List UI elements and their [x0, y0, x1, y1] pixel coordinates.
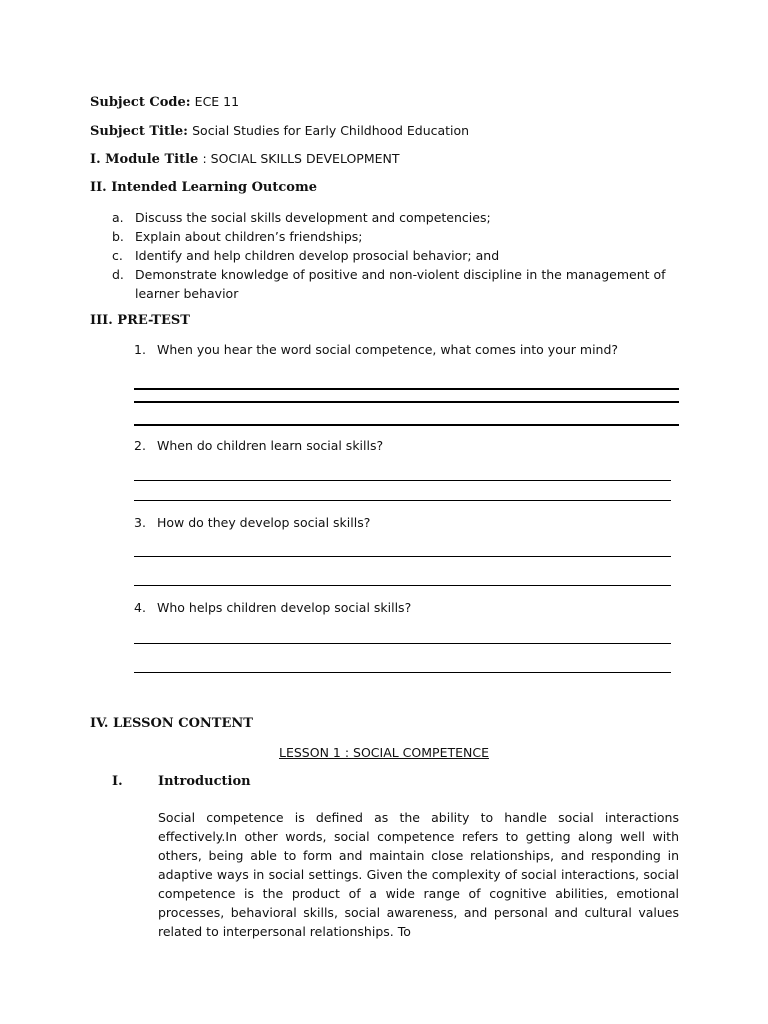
lesson-content-heading: IV. LESSON CONTENT: [90, 716, 253, 731]
pretest-heading: III. PRE-TEST: [90, 313, 190, 328]
question-text: How do they develop social skills?: [157, 515, 371, 530]
answer-line: [134, 585, 671, 586]
answer-line: [134, 672, 671, 673]
intro-number: I.: [112, 774, 123, 789]
list-text: Demonstrate knowledge of positive and non-violent discipline in the management of: [135, 267, 666, 282]
question-text: When you hear the word social competence, what comes into your mind?: [157, 342, 619, 357]
answer-line: [134, 643, 671, 644]
answer-line: [134, 500, 671, 501]
question-number: 4.: [134, 600, 146, 615]
list-marker: d.: [112, 267, 124, 282]
question-text: When do children learn social skills?: [157, 438, 384, 453]
subject-title-value: Social Studies for Early Childhood Education: [192, 123, 470, 138]
list-text: Explain about children’s friendships;: [135, 229, 363, 244]
answer-line: [134, 388, 679, 390]
question-number: 2.: [134, 438, 146, 453]
subject-title-label: Subject Title:: [90, 124, 188, 139]
list-item: [112, 265, 666, 284]
list-item: [112, 246, 666, 265]
list-marker: a.: [112, 210, 124, 225]
subject-code-line: [90, 94, 239, 110]
question-number: 1.: [134, 342, 146, 357]
answer-line: [134, 424, 679, 426]
question-1: [134, 342, 618, 357]
subject-code-value: ECE 11: [194, 94, 240, 109]
list-text: learner behavior: [135, 286, 239, 301]
outcome-list: [112, 208, 666, 303]
outcome-heading: II. Intended Learning Outcome: [90, 180, 317, 195]
list-text: Identify and help children develop prosocial behavior; and: [135, 248, 500, 263]
list-item-continuation: [112, 284, 666, 303]
list-marker: [112, 284, 135, 303]
list-marker: b.: [112, 229, 124, 244]
subject-title-line: [90, 123, 469, 139]
list-item: [112, 208, 666, 227]
question-4: [134, 600, 411, 615]
answer-line: [134, 556, 671, 557]
question-number: 3.: [134, 515, 146, 530]
question-text: Who helps children develop social skills?: [157, 600, 412, 615]
lesson-title-text: LESSON 1 : SOCIAL COMPETENCE: [279, 745, 489, 760]
intro-paragraph: Social competence is defined as the ability to handle social interactions effectively.In other words, social competence refers to getting along well with others, being able to form and maintain close relationships, and responding in adaptive ways in social settings. Given the complexity of social interactions, social competence is the product of a wide range of cognitive abilities, emotional processes, behavioral skills, social awareness, and personal and cultural values related to interpersonal relationships. To: [158, 810, 679, 939]
answer-line: [134, 401, 679, 403]
question-3: [134, 515, 370, 530]
list-item: [112, 227, 666, 246]
intro-title: Introduction: [158, 774, 251, 789]
subject-code-label: Subject Code:: [90, 95, 191, 110]
module-title-line: [90, 151, 400, 167]
answer-line: [134, 480, 671, 481]
list-marker: c.: [112, 248, 123, 263]
module-title-value: : SOCIAL SKILLS DEVELOPMENT: [202, 151, 400, 166]
module-title-label: I. Module Title: [90, 152, 199, 167]
lesson-title: [0, 745, 768, 760]
question-2: [134, 438, 383, 453]
list-text: Discuss the social skills development and competencies;: [135, 210, 491, 225]
